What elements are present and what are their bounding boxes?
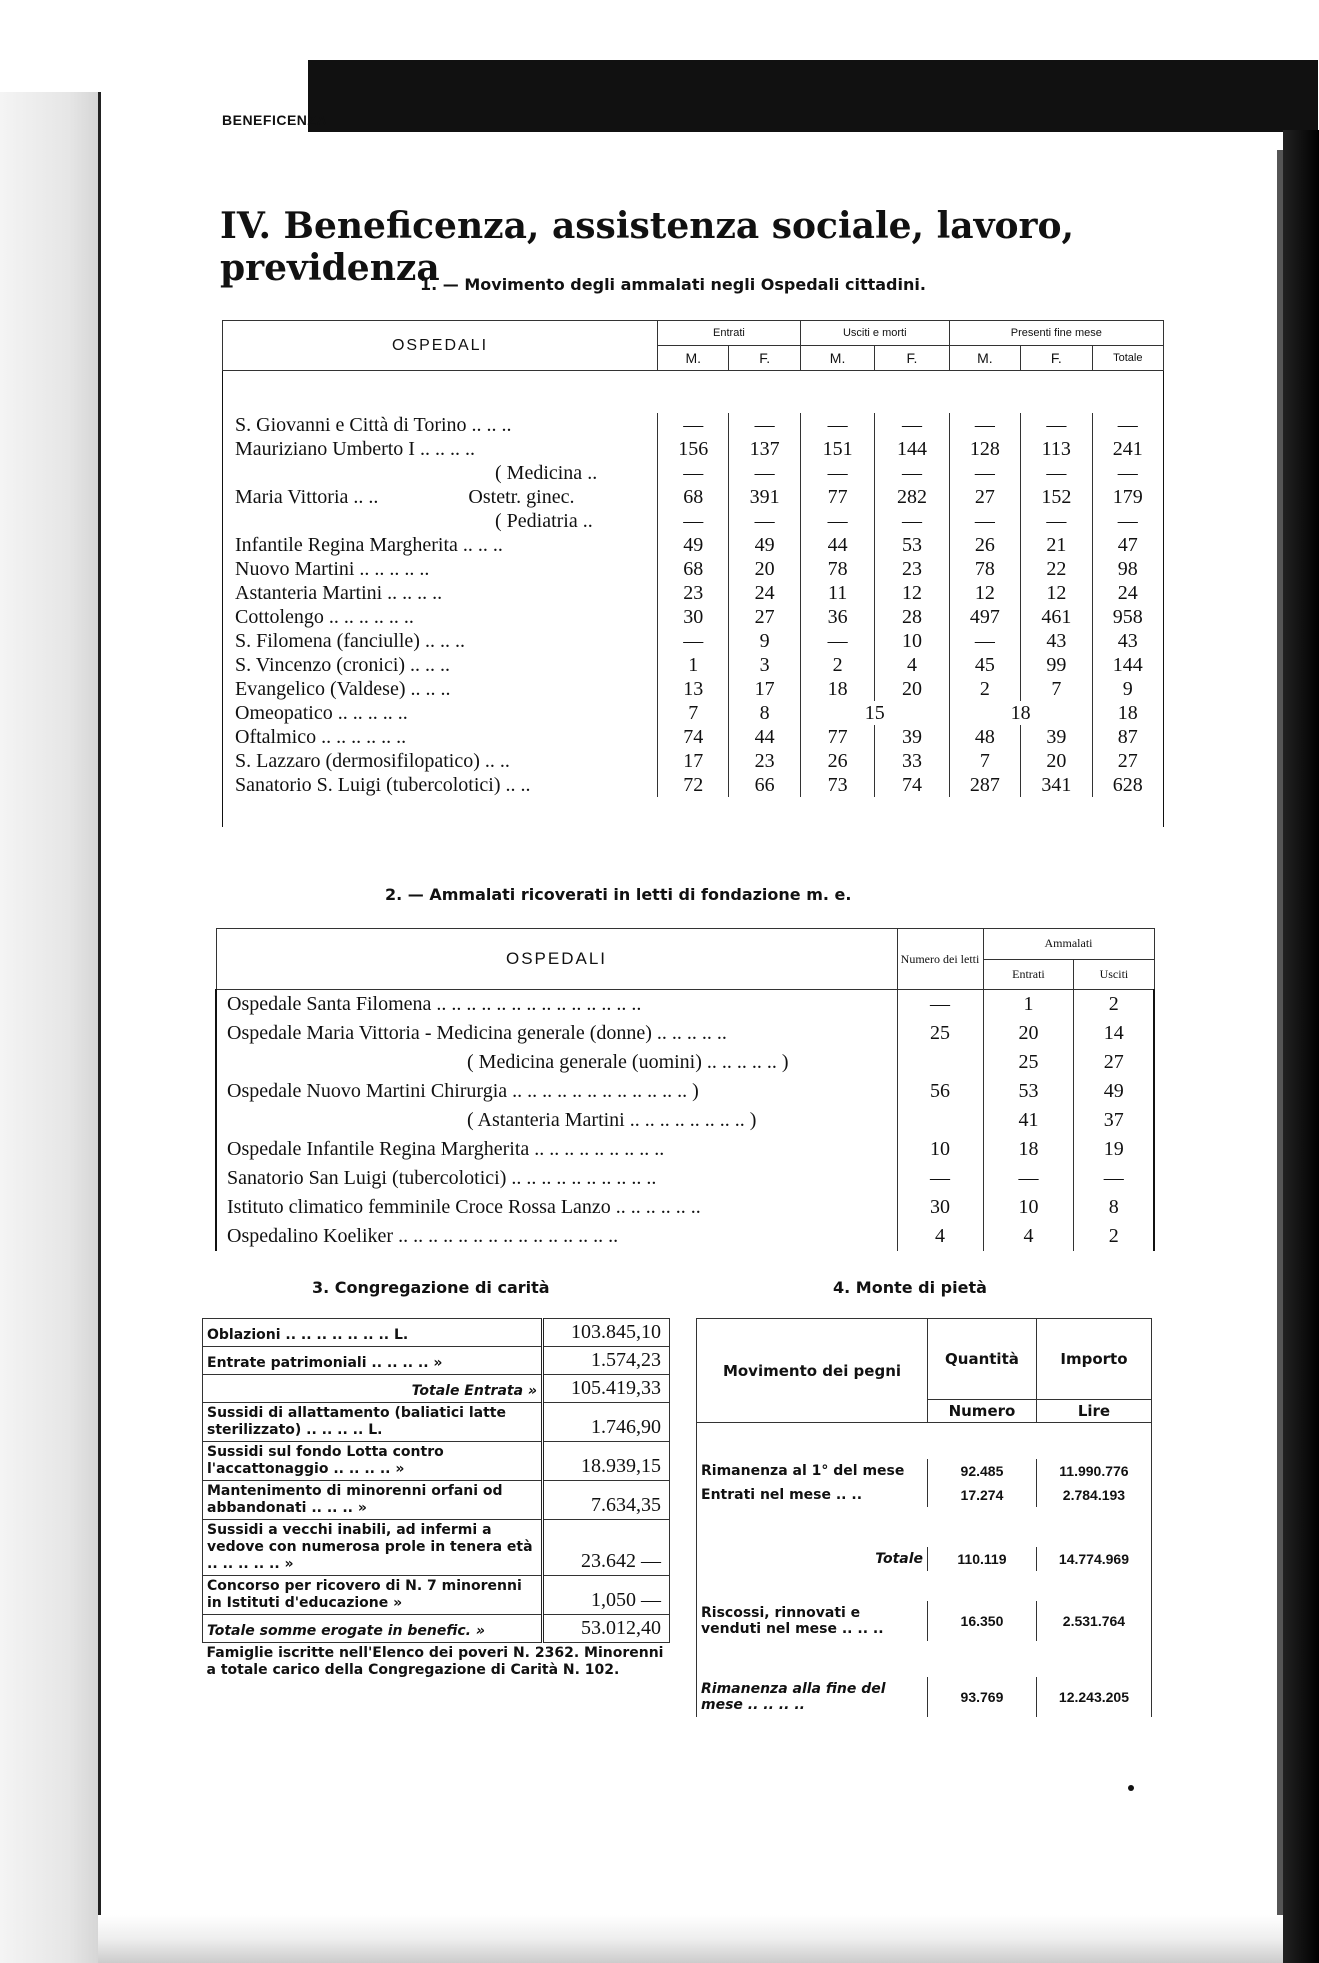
hospital-name: Ospedale Santa Filomena .. .. .. .. .. .. .. .. .. .. .. .. .. .. bbox=[216, 990, 897, 1020]
cell: — bbox=[1092, 509, 1163, 533]
table-row bbox=[203, 1347, 670, 1375]
cell: — bbox=[875, 509, 949, 533]
cell: — bbox=[875, 461, 949, 485]
section-3-title: 3. Congregazione di carità bbox=[312, 1278, 550, 1297]
cell: — bbox=[875, 413, 949, 437]
hospital-name: S. Lazzaro (dermosifilopatico) .. .. bbox=[223, 749, 658, 773]
cell: 24 bbox=[729, 581, 800, 605]
row-label: Totale somme erogate in benefic. » bbox=[203, 1615, 543, 1643]
col-f: F. bbox=[875, 346, 949, 371]
row-value: 53.012,40 bbox=[543, 1615, 670, 1643]
cell: 16.350 bbox=[928, 1601, 1037, 1641]
table-row bbox=[223, 437, 1164, 461]
section-4-title: 4. Monte di pietà bbox=[833, 1278, 987, 1297]
cell: 156 bbox=[658, 437, 729, 461]
cell: 341 bbox=[1021, 773, 1092, 797]
cell: 7 bbox=[658, 701, 729, 725]
row-value: 18.939,15 bbox=[543, 1442, 670, 1481]
cell: 23 bbox=[729, 749, 800, 773]
cell: 78 bbox=[949, 557, 1020, 581]
cell: 7 bbox=[949, 749, 1020, 773]
hospital-name: Oftalmico .. .. .. .. .. .. bbox=[223, 725, 658, 749]
cell: 66 bbox=[729, 773, 800, 797]
left-page-fold bbox=[0, 92, 101, 1963]
cell: 39 bbox=[875, 725, 949, 749]
cell: 26 bbox=[800, 749, 874, 773]
cell: 22 bbox=[1021, 557, 1092, 581]
cell: — bbox=[658, 629, 729, 653]
cell: 10 bbox=[875, 629, 949, 653]
hospital-name: Ospedale Maria Vittoria - Medicina generale (donne) .. .. .. .. .. bbox=[216, 1019, 897, 1048]
cell: 49 bbox=[658, 533, 729, 557]
cell: — bbox=[949, 629, 1020, 653]
row-label: Concorso per ricovero di N. 7 minorenni in Istituti d'educazione » bbox=[203, 1576, 543, 1615]
cell: 9 bbox=[729, 629, 800, 653]
cell: — bbox=[897, 990, 983, 1020]
row-value: 1.574,23 bbox=[543, 1347, 670, 1375]
row-label: Sussidi sul fondo Lotta contro l'accattonaggio .. .. .. .. » bbox=[203, 1442, 543, 1481]
row-value: 7.634,35 bbox=[543, 1481, 670, 1520]
row-value: 103.845,10 bbox=[543, 1319, 670, 1347]
table-row bbox=[216, 1193, 1154, 1222]
row-label: Mantenimento di minorenni orfani od abbandonati .. .. .. » bbox=[203, 1481, 543, 1520]
cell bbox=[897, 1106, 983, 1135]
cell: 20 bbox=[729, 557, 800, 581]
cell: 73 bbox=[800, 773, 874, 797]
col-f: F. bbox=[1021, 346, 1092, 371]
section-1-title: 1. — Movimento degli ammalati negli Ospedali cittadini. bbox=[420, 275, 926, 294]
cell: — bbox=[1021, 461, 1092, 485]
col-usciti: Usciti e morti bbox=[800, 321, 949, 346]
row-value: 105.419,33 bbox=[543, 1375, 670, 1403]
cell: 152 bbox=[1021, 485, 1092, 509]
table-row bbox=[216, 1019, 1154, 1048]
cell: 27 bbox=[1092, 749, 1163, 773]
hospital-name: Ospedale Nuovo Martini Chirurgia .. .. .. .. .. .. .. .. .. .. .. .. ) bbox=[216, 1077, 897, 1106]
row-label: Entrate patrimoniali .. .. .. .. » bbox=[203, 1347, 543, 1375]
table-row bbox=[203, 1576, 670, 1615]
row-value: 1.746,90 bbox=[543, 1403, 670, 1442]
congregazione-table bbox=[202, 1318, 670, 1681]
cell: — bbox=[800, 413, 874, 437]
cell: 53 bbox=[875, 533, 949, 557]
cell: 87 bbox=[1092, 725, 1163, 749]
row-label: Riscossi, rinnovati e venduti nel mese .. .. .. bbox=[697, 1601, 928, 1641]
cell: 8 bbox=[1074, 1193, 1154, 1222]
hospital-name: S. Giovanni e Città di Torino .. .. .. bbox=[223, 413, 658, 437]
col-quantita: Quantità bbox=[928, 1319, 1037, 1400]
cell: — bbox=[1021, 509, 1092, 533]
cell: 41 bbox=[983, 1106, 1074, 1135]
cell: 628 bbox=[1092, 773, 1163, 797]
cell: 17 bbox=[658, 749, 729, 773]
row-value: 1,050 — bbox=[543, 1576, 670, 1615]
cell: 14 bbox=[1074, 1019, 1154, 1048]
hospital-name: Ospedale Infantile Regina Margherita .. .. .. .. .. .. .. .. .. bbox=[216, 1135, 897, 1164]
cell: 151 bbox=[800, 437, 874, 461]
cell: 10 bbox=[983, 1193, 1074, 1222]
ink-speck bbox=[1128, 1785, 1134, 1791]
table-row bbox=[223, 605, 1164, 629]
cell: 74 bbox=[658, 725, 729, 749]
hospital-name: Omeopatico .. .. .. .. .. bbox=[223, 701, 658, 725]
table-row bbox=[223, 509, 1164, 533]
cell: 43 bbox=[1021, 629, 1092, 653]
cell: 9 bbox=[1092, 677, 1163, 701]
col-totale: Totale bbox=[1092, 346, 1163, 371]
table-row bbox=[697, 1547, 1152, 1571]
cell: 144 bbox=[1092, 653, 1163, 677]
col-numero: Numero bbox=[928, 1400, 1037, 1423]
cell: — bbox=[949, 509, 1020, 533]
hospital-name: ( Medicina generale (uomini) .. .. .. .. .. ) bbox=[216, 1048, 897, 1077]
table-row bbox=[223, 677, 1164, 701]
cell: — bbox=[949, 461, 1020, 485]
table-row bbox=[697, 1601, 1152, 1641]
cell: 391 bbox=[729, 485, 800, 509]
col-movimento: Movimento dei pegni bbox=[697, 1319, 928, 1423]
table-row bbox=[223, 653, 1164, 677]
cell: 27 bbox=[729, 605, 800, 629]
col-m: M. bbox=[658, 346, 729, 371]
col-ammalati: Ammalati bbox=[983, 929, 1154, 960]
cell: 11 bbox=[800, 581, 874, 605]
table-row bbox=[223, 749, 1164, 773]
cell: 461 bbox=[1021, 605, 1092, 629]
col-entrati: Entrati bbox=[983, 959, 1074, 990]
col-lire: Lire bbox=[1036, 1400, 1151, 1423]
hospital-name: Nuovo Martini .. .. .. .. .. bbox=[223, 557, 658, 581]
row-label: Totale Entrata » bbox=[203, 1375, 543, 1403]
cell: 128 bbox=[949, 437, 1020, 461]
cell: — bbox=[1074, 1164, 1154, 1193]
cell: 98 bbox=[1092, 557, 1163, 581]
cell: — bbox=[983, 1164, 1074, 1193]
cell: 37 bbox=[1074, 1106, 1154, 1135]
cell: — bbox=[897, 1164, 983, 1193]
cell: — bbox=[729, 413, 800, 437]
monte-di-pieta-table bbox=[696, 1318, 1152, 1717]
table-row bbox=[216, 1164, 1154, 1193]
cell: 137 bbox=[729, 437, 800, 461]
table-row bbox=[223, 581, 1164, 605]
cell: 74 bbox=[875, 773, 949, 797]
cell: 33 bbox=[875, 749, 949, 773]
cell: 179 bbox=[1092, 485, 1163, 509]
col-ospedali: OSPEDALI bbox=[216, 929, 897, 990]
cell: 14.774.969 bbox=[1036, 1547, 1151, 1571]
hospital-name: ( Medicina .. bbox=[223, 461, 658, 485]
cell: — bbox=[800, 509, 874, 533]
foundation-beds-table bbox=[215, 928, 1155, 1251]
cell: 1 bbox=[983, 990, 1074, 1020]
table-row bbox=[203, 1615, 670, 1643]
table-row bbox=[216, 1135, 1154, 1164]
col-numero-letti: Numero dei letti bbox=[897, 929, 983, 990]
col-presenti: Presenti fine mese bbox=[949, 321, 1163, 346]
hospital-name: Astanteria Martini .. .. .. .. bbox=[223, 581, 658, 605]
cell: 2.531.764 bbox=[1036, 1601, 1151, 1641]
table-row bbox=[216, 990, 1154, 1020]
col-ospedali: OSPEDALI bbox=[223, 321, 658, 371]
col-f: F. bbox=[729, 346, 800, 371]
cell: — bbox=[800, 461, 874, 485]
cell: 13 bbox=[658, 677, 729, 701]
cell: 18 bbox=[800, 677, 874, 701]
hospital-name: Istituto climatico femminile Croce Rossa Lanzo .. .. .. .. .. .. bbox=[216, 1193, 897, 1222]
cell: 4 bbox=[875, 653, 949, 677]
table-row bbox=[223, 701, 1164, 725]
row-label: Totale bbox=[697, 1547, 928, 1571]
table-row bbox=[203, 1481, 670, 1520]
hospital-name: Sanatorio San Luigi (tubercolotici) .. .. .. .. .. .. .. .. .. .. bbox=[216, 1164, 897, 1193]
cell: 25 bbox=[983, 1048, 1074, 1077]
cell: 92.485 bbox=[928, 1459, 1037, 1483]
cell: 27 bbox=[949, 485, 1020, 509]
cell: 39 bbox=[1021, 725, 1092, 749]
cell: 49 bbox=[1074, 1077, 1154, 1106]
running-head: BENEFICENZA bbox=[222, 112, 328, 128]
hospital-name: Infantile Regina Margherita .. .. .. bbox=[223, 533, 658, 557]
hospital-name: ( Astanteria Martini .. .. .. .. .. .. .. .. ) bbox=[216, 1106, 897, 1135]
table-row bbox=[223, 629, 1164, 653]
table-row bbox=[203, 1319, 670, 1347]
table-row bbox=[203, 1375, 670, 1403]
table-row bbox=[697, 1459, 1152, 1483]
col-usciti: Usciti bbox=[1074, 959, 1154, 990]
cell: 25 bbox=[897, 1019, 983, 1048]
row-label: Rimanenza alla fine del mese .. .. .. .. bbox=[697, 1677, 928, 1717]
cell: — bbox=[729, 461, 800, 485]
row-label: Sussidi di allattamento (baliatici latte sterilizzato) .. .. .. .. L. bbox=[203, 1403, 543, 1442]
cell: 241 bbox=[1092, 437, 1163, 461]
cell: 12 bbox=[949, 581, 1020, 605]
table-row bbox=[203, 1442, 670, 1481]
cell: 78 bbox=[800, 557, 874, 581]
table-row bbox=[223, 485, 1164, 509]
chapter-title: IV. Beneficenza, assistenza sociale, lavoro, previdenza bbox=[220, 205, 1075, 289]
table-row bbox=[223, 557, 1164, 581]
cell: 72 bbox=[658, 773, 729, 797]
cell: 113 bbox=[1021, 437, 1092, 461]
table-row bbox=[216, 1106, 1154, 1135]
row-label: Oblazioni .. .. .. .. .. .. .. L. bbox=[203, 1319, 543, 1347]
table-row bbox=[223, 413, 1164, 437]
col-m: M. bbox=[800, 346, 874, 371]
table-row bbox=[203, 1520, 670, 1576]
top-dark-band bbox=[308, 60, 1318, 132]
cell: 1 bbox=[658, 653, 729, 677]
cell: 497 bbox=[949, 605, 1020, 629]
cell: 2 bbox=[949, 677, 1020, 701]
cell: 36 bbox=[800, 605, 874, 629]
cell: 958 bbox=[1092, 605, 1163, 629]
cell: 44 bbox=[800, 533, 874, 557]
hospital-name: S. Filomena (fanciulle) .. .. .. bbox=[223, 629, 658, 653]
cell: 30 bbox=[897, 1193, 983, 1222]
cell: 282 bbox=[875, 485, 949, 509]
table-row bbox=[223, 533, 1164, 557]
cell: 2 bbox=[1074, 1222, 1154, 1251]
row-label: Sussidi a vecchi inabili, ad infermi a vedove con numerosa prole in tenera età .. .. .. .. .. » bbox=[203, 1520, 543, 1576]
cell: 30 bbox=[658, 605, 729, 629]
cell: — bbox=[658, 509, 729, 533]
cell: 10 bbox=[897, 1135, 983, 1164]
row-label: Entrati nel mese .. .. bbox=[697, 1483, 928, 1507]
cell: 19 bbox=[1074, 1135, 1154, 1164]
col-m: M. bbox=[949, 346, 1020, 371]
table-row bbox=[697, 1483, 1152, 1507]
hospital-name: Mauriziano Umberto I .. .. .. .. bbox=[223, 437, 658, 461]
table-row bbox=[216, 1222, 1154, 1251]
cell: — bbox=[800, 629, 874, 653]
cell: 17.274 bbox=[928, 1483, 1037, 1507]
bottom-shadow bbox=[98, 1915, 1283, 1963]
col-importo: Importo bbox=[1036, 1319, 1151, 1400]
cell: 20 bbox=[983, 1019, 1074, 1048]
cell: 77 bbox=[800, 485, 874, 509]
cell: — bbox=[658, 413, 729, 437]
cell: 7 bbox=[1021, 677, 1092, 701]
cell: 12 bbox=[875, 581, 949, 605]
footnote: Famiglie iscritte nell'Elenco dei poveri N. 2362. Minorenni a totale carico della Congregazione di Carità N. 102. bbox=[206, 1645, 664, 1678]
hospital-movement-table bbox=[222, 320, 1164, 827]
row-value: 23.642 — bbox=[543, 1520, 670, 1576]
cell: 24 bbox=[1092, 581, 1163, 605]
cell: 99 bbox=[1021, 653, 1092, 677]
cell: 43 bbox=[1092, 629, 1163, 653]
cell: 2 bbox=[1074, 990, 1154, 1020]
cell: 2.784.193 bbox=[1036, 1483, 1151, 1507]
cell: 44 bbox=[729, 725, 800, 749]
table-row bbox=[697, 1677, 1152, 1717]
cell bbox=[897, 1048, 983, 1077]
cell: 45 bbox=[949, 653, 1020, 677]
table-row bbox=[223, 725, 1164, 749]
cell: 26 bbox=[949, 533, 1020, 557]
hospital-name: Cottolengo .. .. .. .. .. .. bbox=[223, 605, 658, 629]
cell: 23 bbox=[875, 557, 949, 581]
cell: 18 bbox=[1092, 701, 1163, 725]
cell: 8 bbox=[729, 701, 800, 725]
cell: 27 bbox=[1074, 1048, 1154, 1077]
cell: 18 bbox=[949, 701, 1092, 725]
cell: 20 bbox=[1021, 749, 1092, 773]
cell: — bbox=[949, 413, 1020, 437]
cell: 28 bbox=[875, 605, 949, 629]
cell: 4 bbox=[983, 1222, 1074, 1251]
cell: 2 bbox=[800, 653, 874, 677]
table-row bbox=[216, 1077, 1154, 1106]
cell: 4 bbox=[897, 1222, 983, 1251]
cell: 3 bbox=[729, 653, 800, 677]
cell: — bbox=[658, 461, 729, 485]
hospital-name: Evangelico (Valdese) .. .. .. bbox=[223, 677, 658, 701]
cell: 68 bbox=[658, 485, 729, 509]
cell: 49 bbox=[729, 533, 800, 557]
hospital-name: ( Pediatria .. bbox=[223, 509, 658, 533]
cell: 20 bbox=[875, 677, 949, 701]
hospital-name: Ospedalino Koeliker .. .. .. .. .. .. .. .. .. .. .. .. .. .. .. bbox=[216, 1222, 897, 1251]
table-row bbox=[216, 1048, 1154, 1077]
cell: — bbox=[1092, 413, 1163, 437]
table-row bbox=[203, 1403, 670, 1442]
cell: — bbox=[729, 509, 800, 533]
cell: 93.769 bbox=[928, 1677, 1037, 1717]
cell: 21 bbox=[1021, 533, 1092, 557]
hospital-name: S. Vincenzo (cronici) .. .. .. bbox=[223, 653, 658, 677]
cell: 48 bbox=[949, 725, 1020, 749]
cell: 144 bbox=[875, 437, 949, 461]
cell: 12 bbox=[1021, 581, 1092, 605]
row-label: Rimanenza al 1° del mese bbox=[697, 1459, 928, 1483]
cell: — bbox=[1092, 461, 1163, 485]
right-dark-margin bbox=[1283, 130, 1319, 1963]
cell: 12.243.205 bbox=[1036, 1677, 1151, 1717]
table-row bbox=[223, 461, 1164, 485]
cell: 47 bbox=[1092, 533, 1163, 557]
cell: 23 bbox=[658, 581, 729, 605]
cell: 68 bbox=[658, 557, 729, 581]
cell: 15 bbox=[800, 701, 949, 725]
cell: — bbox=[1021, 413, 1092, 437]
cell: 11.990.776 bbox=[1036, 1459, 1151, 1483]
cell: 77 bbox=[800, 725, 874, 749]
hospital-name: Sanatorio S. Luigi (tubercolotici) .. .. bbox=[223, 773, 658, 797]
table-row bbox=[223, 773, 1164, 797]
section-2-title: 2. — Ammalati ricoverati in letti di fondazione m. e. bbox=[385, 885, 852, 904]
cell: 53 bbox=[983, 1077, 1074, 1106]
hospital-name: Maria Vittoria .. .. Ostetr. ginec. bbox=[223, 485, 658, 509]
cell: 56 bbox=[897, 1077, 983, 1106]
cell: 18 bbox=[983, 1135, 1074, 1164]
col-entrati: Entrati bbox=[658, 321, 801, 346]
cell: 110.119 bbox=[928, 1547, 1037, 1571]
cell: 287 bbox=[949, 773, 1020, 797]
cell: 17 bbox=[729, 677, 800, 701]
